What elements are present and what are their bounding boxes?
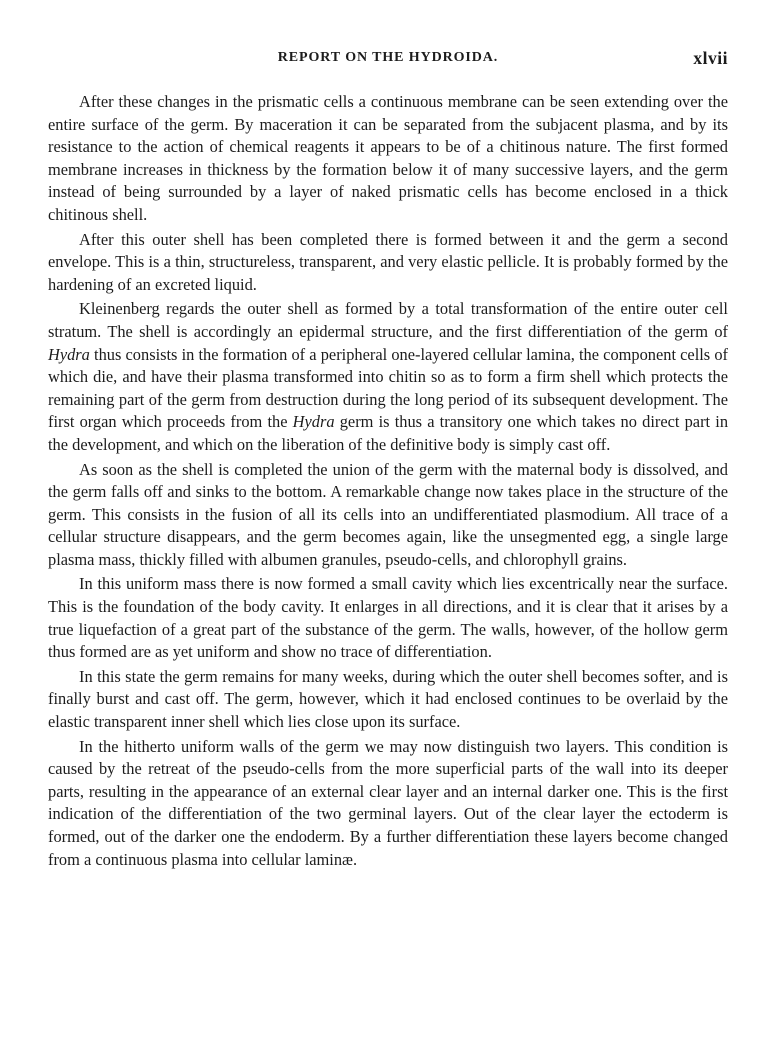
text-run: After these changes in the prismatic cells a continuous membrane can be seen extending over the entire surface of the germ. By maceration it can be separated from the subjacent plasma, and by its resistance to the action of chemical reagents it appears to be of a chitinous nature. The first formed membrane increases in thickness by the formation below it of many successive layers, and the germ instead of being surrounded by a layer of naked prismatic cells has become enclosed in a thick chitinous shell. <box>48 92 728 224</box>
paragraph-plasmodium <box>48 459 728 572</box>
text-run: In this state the germ remains for many weeks, during which the outer shell becomes softer, and is finally burst and cast off. The germ, however, which it had enclosed continues to be overlaid by the elastic transparent inner shell which lies close upon its surface. <box>48 666 728 732</box>
text-run: germ is thus a transitory one which takes no direct part in the development, and which on the liberation of the definitive body is simply cast off. <box>48 412 729 454</box>
paragraph-body-cavity <box>48 573 728 663</box>
body-text <box>48 91 728 873</box>
running-title: REPORT ON THE HYDROIDA. <box>277 50 499 65</box>
running-head <box>48 48 728 72</box>
paragraph-kleinenberg <box>48 298 728 456</box>
genus-name: Hydra <box>292 412 335 432</box>
paragraph-second-envelope <box>48 229 728 297</box>
paragraph-germinal-layers <box>48 736 728 872</box>
text-run: thus consists in the formation of a peripheral one-layered cellular lamina, the component cells of which die, and have their plasma transformed into chitin so as to form a firm shell which protects the remaining part of the germ from destruction during the long period of its subsequent development. The first organ which proceeds from the <box>48 344 728 432</box>
paragraph-shell-cast-off <box>48 666 728 734</box>
text-run: After this outer shell has been completed there is formed between it and the germ a second envelope. This is a thin, structureless, transparent, and very elastic pellicle. It is probably formed by the hardening of an excreted liquid. <box>48 229 728 294</box>
genus-name: Hydra <box>48 344 90 364</box>
text-run: In this uniform mass there is now formed a small cavity which lies excentrically near the surface. This is the foundation of the body cavity. It enlarges in all directions, and it is clear that it arises by a true liquefaction of a great part of the substance of the germ. The walls, however, of the hollow germ thus formed are as yet uniform and show no trace of differentiation. <box>48 574 728 662</box>
text-run: Kleinenberg regards the outer shell as formed by a total transformation of the entire outer cell stratum. The shell is accordingly an epidermal structure, and the first differentiation of the germ of <box>48 299 728 341</box>
paragraph-membrane-formation <box>48 91 728 227</box>
text-run: As soon as the shell is completed the union of the germ with the maternal body is dissolved, and the germ falls off and sinks to the bottom. A remarkable change now takes place in the structure of the germ. This consists in the fusion of all its cells into an undifferentiated plasmodium. All trace of a cellular structure disappears, and the germ becomes again, like the unsegmented egg, a single large plasma mass, thickly filled with albumen granules, pseudo-cells, and chlorophyll grains. <box>48 459 728 569</box>
text-run: In the hitherto uniform walls of the germ we may now distinguish two layers. This condition is caused by the retreat of the pseudo-cells from the more superficial parts of the wall into its deeper parts, resulting in the appearance of an external clear layer and an internal darker one. This is the first indication of the differentiation of the two germinal layers. Out of the clear layer the ectoderm is formed, out of the darker one the endoderm. By a further differentiation these layers become changed from a continuous plasma into cellular laminæ. <box>48 736 728 869</box>
page-number: xlvii <box>693 48 728 68</box>
